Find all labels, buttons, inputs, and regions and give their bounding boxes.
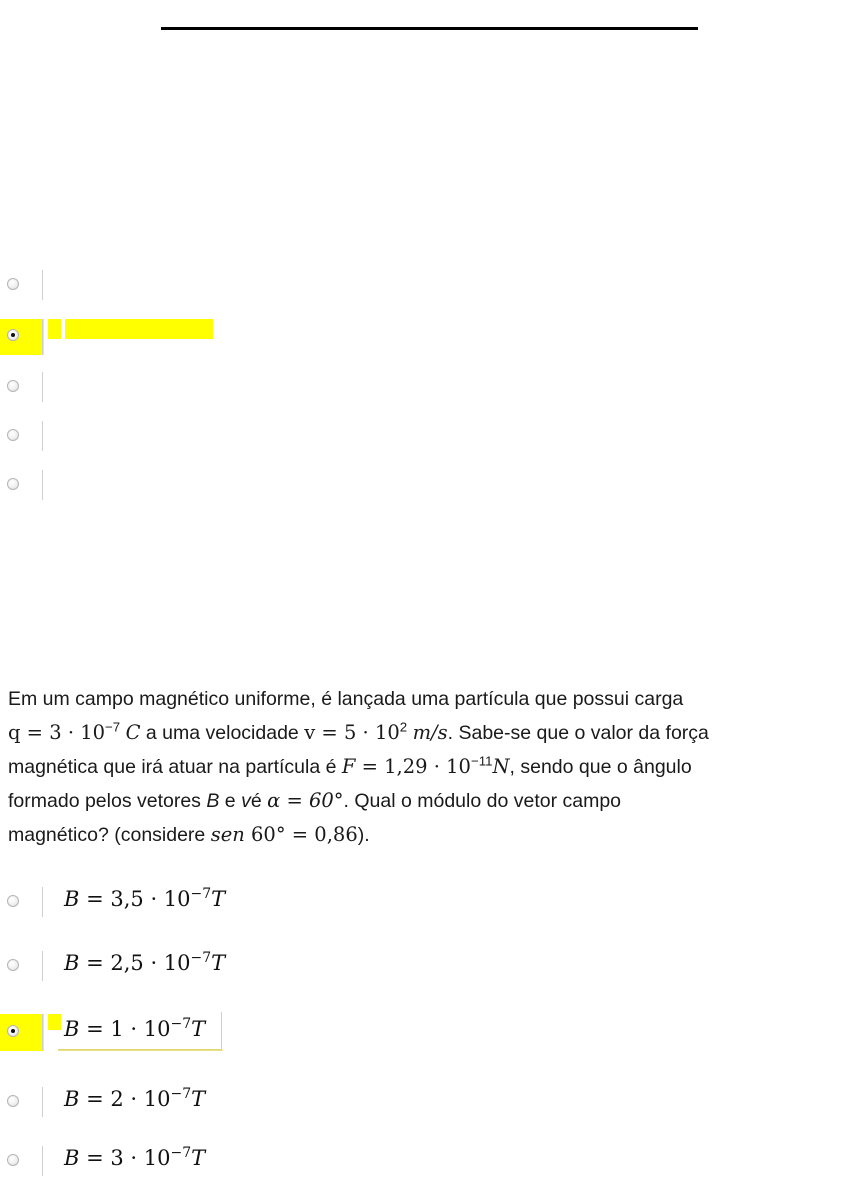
selected-answer-underline (58, 1050, 223, 1051)
option-separator (42, 1146, 43, 1176)
radio-button[interactable] (7, 380, 19, 392)
top-divider (161, 27, 698, 30)
radio-button[interactable] (7, 895, 19, 907)
answer-formula: $B = 2,5 \cdot 10^{-7}T$ (64, 950, 226, 975)
radio-button[interactable] (7, 959, 19, 971)
q2-option-4[interactable] (0, 1084, 700, 1120)
answer-formula: $B = 3 \cdot 10^{-7}T$ (64, 1145, 206, 1170)
radio-button[interactable] (7, 478, 19, 490)
option-separator (42, 319, 43, 355)
q2-option-5[interactable] (0, 1143, 700, 1179)
highlight-mark (48, 319, 61, 339)
highlight-answer-bar (65, 319, 213, 339)
q1-option-4[interactable] (0, 418, 700, 454)
radio-button[interactable] (7, 1154, 19, 1166)
radio-button-selected[interactable] (7, 1025, 19, 1037)
radio-button[interactable] (7, 1095, 19, 1107)
answer-formula: $B = 1 \cdot 10^{-7}T$ (64, 1016, 206, 1041)
q2-option-2[interactable] (0, 948, 700, 984)
option-separator (42, 270, 43, 300)
option-separator (42, 1087, 43, 1117)
option-separator (42, 470, 43, 500)
question-text: Em um campo magnético uniforme, é lançada uma partícula que possui carga $q = 3 \cdot 10^{-7}$ C a uma velocidade $v = 5 \cdot 10^2$ m/s. Sabe-se que o valor da força magnética que irá atuar na partícula é $F = 1,29 \cdot 10^{-11}N$, sendo que o ângulo formado pelos vetores B e vé α = 60°. Qual o módulo do vetor campo magnético? (considere sen 60° = 0,86). (8, 688, 709, 846)
q1-option-3[interactable] (0, 369, 700, 405)
option-separator (42, 421, 43, 451)
option-separator (42, 951, 43, 981)
radio-button[interactable] (7, 278, 19, 290)
answer-formula: $B = 2 \cdot 10^{-7}T$ (64, 1086, 206, 1111)
q1-option-1[interactable] (0, 267, 700, 303)
radio-button[interactable] (7, 429, 19, 441)
q1-option-5[interactable] (0, 467, 700, 503)
option-separator (42, 372, 43, 402)
q1-option-2[interactable] (0, 319, 700, 355)
answer-formula: $B = 3,5 \cdot 10^{-7}T$ (64, 886, 226, 911)
option-separator (42, 887, 43, 917)
option-separator (42, 1014, 43, 1050)
q2-option-3[interactable] (0, 1014, 700, 1050)
radio-button-selected[interactable] (7, 329, 19, 341)
q2-option-1[interactable] (0, 884, 700, 920)
